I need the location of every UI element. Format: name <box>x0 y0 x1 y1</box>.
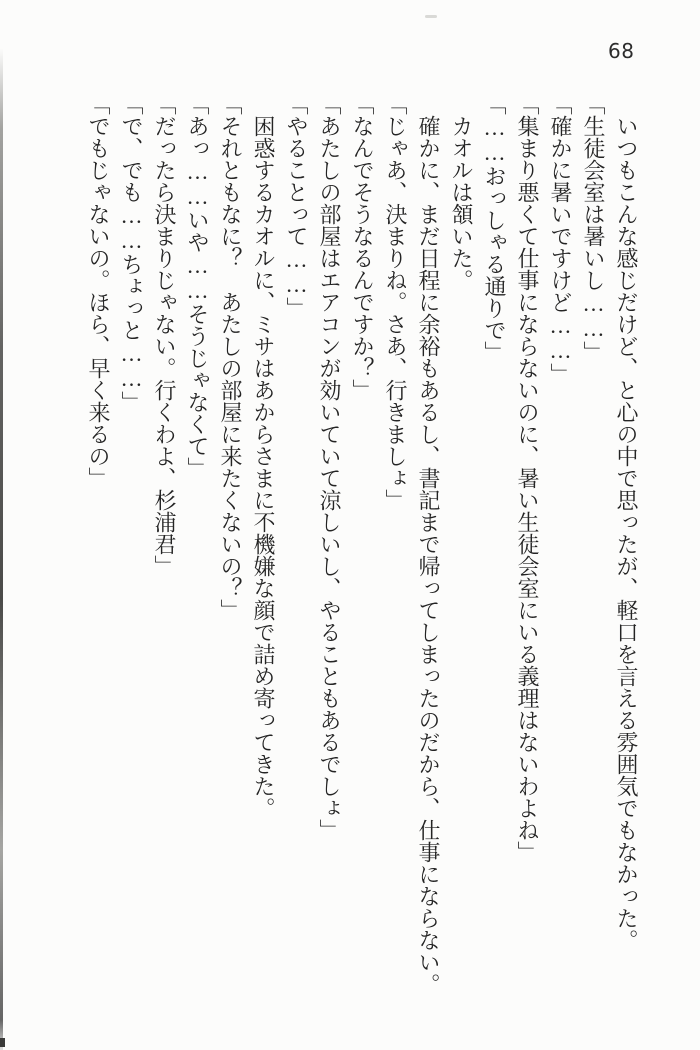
scan-speck-top <box>425 15 437 18</box>
text-line: 「でもじゃないの。ほら、早く来るの」 <box>86 93 111 489</box>
text-line: 「……おっしゃる通りで」 <box>482 93 507 363</box>
scan-speck-bottom <box>0 1038 5 1047</box>
text-line: 「生徒会室は暑いし……」 <box>581 93 606 363</box>
text-line: 困惑するカオルに、ミサはあからさまに不機嫌な顔で詰め寄ってきた。 <box>251 115 276 819</box>
text-line: 「だったら決まりじゃない。行くわよ、杉浦君」 <box>152 93 177 577</box>
text-line: 「あたしの部屋はエアコンが効いていて涼しいし、やることもあるでしょ」 <box>317 93 342 841</box>
text-line: 「集まり悪くて仕事にならないのに、暑い生徒会室にいる義理はないわよね」 <box>515 93 540 863</box>
text-line: 「確かに暑いですけど……」 <box>548 93 573 385</box>
text-line: カオルは頷いた。 <box>449 115 474 291</box>
text-line: いつもこんな感じだけど、と心の中で思ったが、軽口を言える雰囲気でもなかった。 <box>614 115 639 951</box>
text-line: 「なんでそうなるんですか？」 <box>350 93 375 401</box>
text-line: 「じゃあ、決まりね。さあ、行きましょ」 <box>383 93 408 511</box>
text-line: 「やることって……」 <box>284 93 309 319</box>
scan-edge-left <box>0 48 3 1050</box>
text-line: 「あっ……いや……そうじゃなくて」 <box>185 93 210 479</box>
text-line: 「で、でも……ちょっと……」 <box>119 93 144 413</box>
text-line: 「それともなに？ あたしの部屋に来たくないの？」 <box>218 93 243 621</box>
text-line: 確かに、まだ日程に余裕もあるし、書記まで帰ってしまったのだから、仕事にならない。 <box>416 115 441 995</box>
page-number: 68 <box>608 39 635 63</box>
text-block <box>82 93 643 1011</box>
